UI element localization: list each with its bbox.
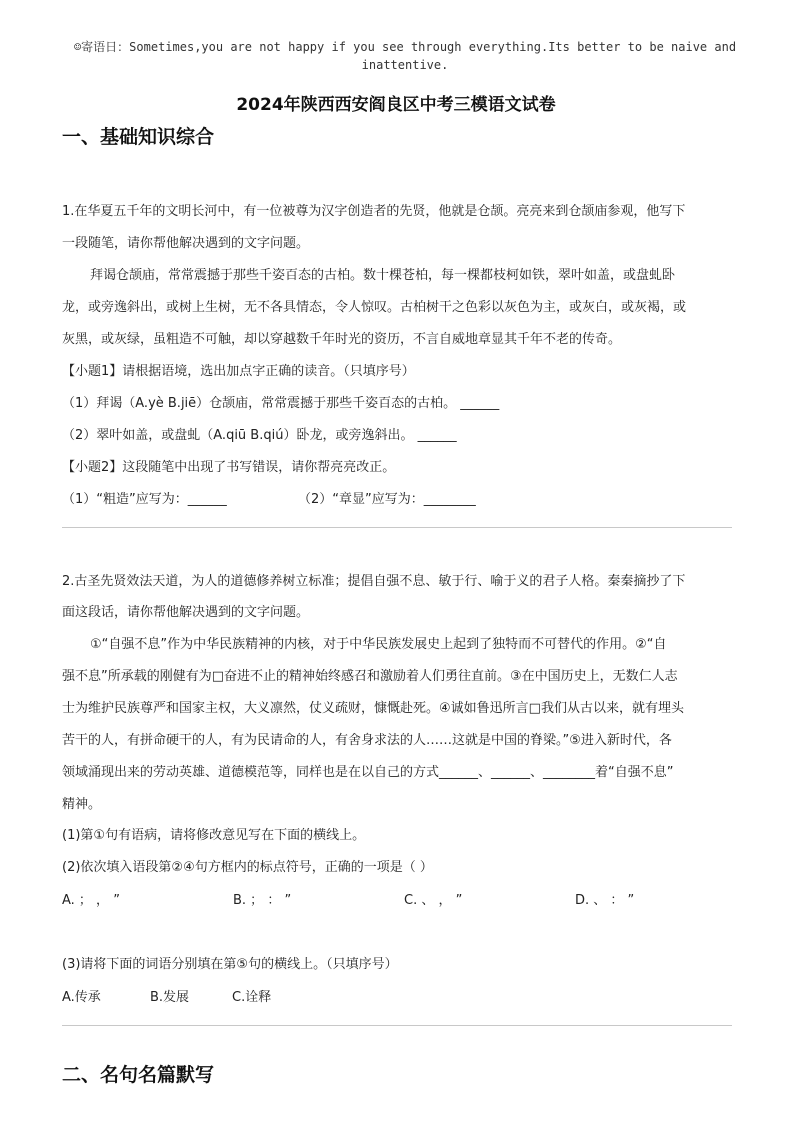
q2-passage-line5: 领域涌现出来的劳动英雄、道德模范等，同样也是在以自己的方式______、______、________着“自强不息” (62, 765, 674, 780)
q1-subquestion2: 【小题2】这段随笔中出现了书写错误，请你帮亮亮改正。 (62, 460, 396, 475)
word-choice-c: C.诠释 (232, 990, 272, 1005)
q2-passage-line3: 士为维护民族尊严和国家主权，大义凛然，仗义疏财，慷慨赴死。④诚如鲁迅所言□我们从古以来，就有埋头 (62, 701, 684, 716)
q1-stem-line1: 1.在华夏五千年的文明长河中，有一位被尊为汉字创造者的先贤，他就是仓颉。亮亮来到仓颉庙参观，他写下 (62, 204, 686, 219)
word-choice-a: A.传承 (62, 990, 101, 1005)
q1-subquestion2-item2: （2）“章显”应写为：________ (298, 492, 476, 507)
section-heading-recitation: 二、名句名篇默写 (62, 1064, 215, 1086)
q2-stem-line1: 2.古圣先贤效法天道，为人的道德修养树立标准；提倡自强不息、敏于行、喻于义的君子人格。秦秦摘抄了下 (62, 574, 686, 589)
q2-stem-line2: 面这段话，请你帮他解决遇到的文字问题。 (62, 605, 310, 620)
divider (62, 1025, 732, 1026)
option-d: D. 、 ： ” (575, 893, 635, 908)
q1-subquestion1: 【小题1】请根据语境，选出加点字正确的读音。（只填序号） (62, 364, 415, 379)
option-c: C. 、 ， ” (404, 893, 463, 908)
q1-subquestion2-item1: （1）“粗造”应写为：______ (62, 492, 227, 507)
q1-passage-line1: 拜谒仓颉庙，常常震撼于那些千姿百态的古柏。数十棵苍柏，每一棵都枝柯如铁，翠叶如盖，或盘虬卧 (90, 268, 676, 283)
q2-passage-line6: 精神。 (62, 797, 102, 812)
q1-passage-line3: 灰黑，或灰绿，虽粗造不可触，却以穿越数千年时光的资历，不言自威地章显其千年不老的传奇。 (62, 332, 622, 347)
motto-text: ☺寄语日：Sometimes,you are not happy if you see through everything.Its better to be naive and inattentive. (73, 40, 737, 72)
exam-title: 2024年陕西西安阎良区中考三模语文试卷 (236, 95, 556, 115)
q2-passage-line2: 强不息”所承载的刚健有为□奋进不止的精神始终感召和激励着人们勇往直前。③在中国历史上，无数仁人志 (62, 669, 678, 684)
section-heading-basics: 一、基础知识综合 (62, 126, 215, 148)
q2-subquestion1: (1)第①句有语病，请将修改意见写在下面的横线上。 (62, 828, 366, 843)
q1-passage-line2: 龙，或旁逸斜出，或树上生树，无不各具情态，令人惊叹。古柏树干之色彩以灰色为主，或灰白，或灰褐，或 (62, 300, 687, 315)
word-choice-b: B.发展 (150, 990, 190, 1005)
q2-subquestion3: (3)请将下面的词语分别填在第⑤句的横线上。（只填序号） (62, 957, 398, 972)
option-a: A. ； ， ” (62, 893, 120, 908)
divider (62, 527, 732, 528)
q2-passage-line1: ①“自强不息”作为中华民族精神的内核，对于中华民族发展史上起到了独特而不可替代的作用。②“自 (90, 637, 667, 652)
q2-passage-line4: 苦干的人，有拼命硬干的人，有为民请命的人，有舍身求法的人……这就是中国的脊梁。”⑤进入新时代，各 (62, 733, 672, 748)
q2-subquestion2: (2)依次填入语段第②④句方框内的标点符号，正确的一项是（ ） (62, 860, 433, 875)
q1-stem-line2: 一段随笔，请你帮他解决遇到的文字问题。 (62, 236, 310, 251)
option-b: B. ； ： ” (233, 893, 292, 908)
q1-subquestion1-item1: （1）拜谒（A.yè B.jiē）仓颉庙，常常震撼于那些千姿百态的古柏。 ______ (62, 396, 500, 411)
q1-subquestion1-item2: （2）翠叶如盖，或盘虬（A.qiū B.qiú）卧龙，或旁逸斜出。 ______ (62, 428, 457, 443)
